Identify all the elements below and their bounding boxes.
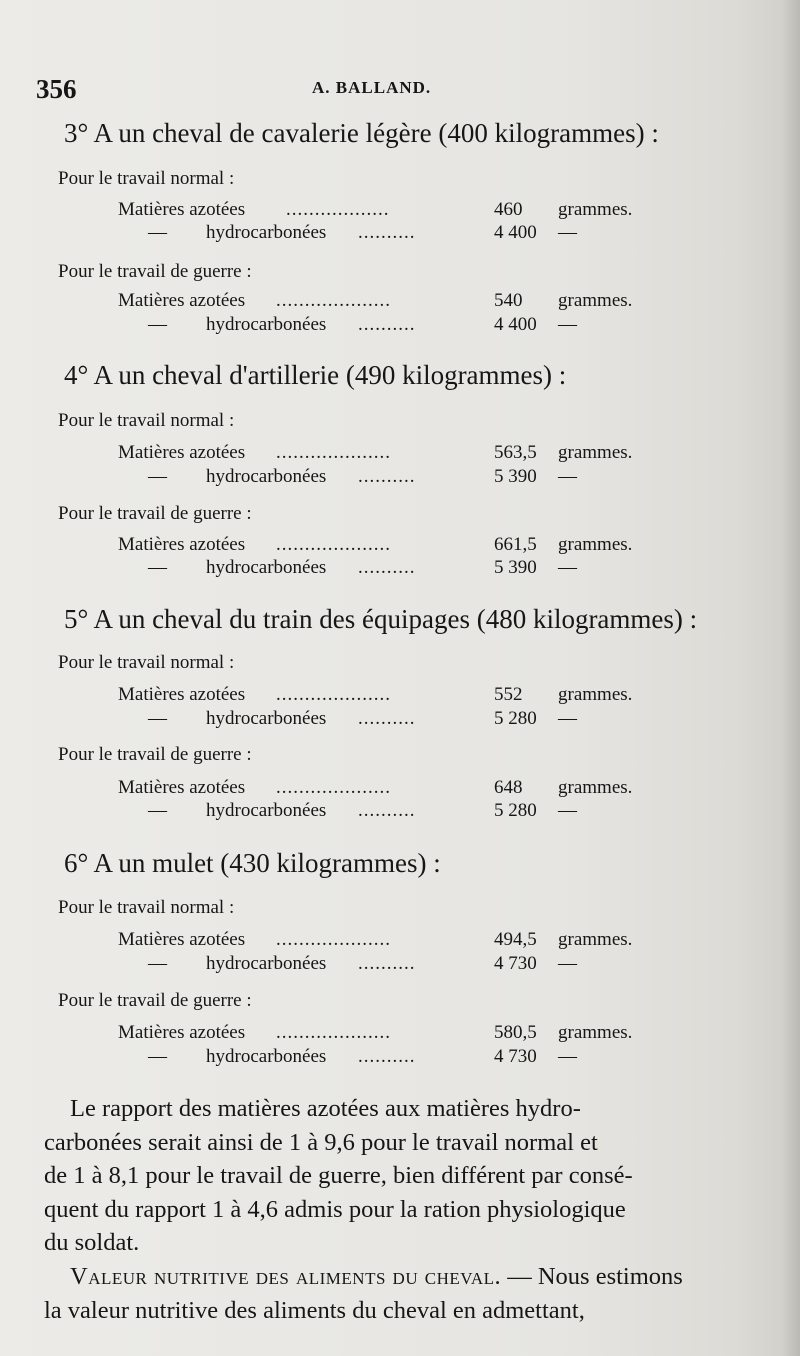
war-work-label: Pour le travail de guerre : [58,744,252,765]
row-quantity: 4 400 [494,222,537,243]
row-unit: grammes. [558,290,633,311]
row-name: hydrocarbonées [206,557,327,578]
normal-work-label: Pour le travail normal : [58,168,235,189]
ration-row [118,684,678,708]
row-unit: grammes. [558,684,633,705]
row-name: hydrocarbonées [206,708,327,729]
body-paragraph [44,1260,734,1327]
running-title: A. BALLAND. [312,78,432,97]
section-heading: 5° A un cheval du train des équipages (480 kilogrammes) : [64,604,698,634]
war-work-label: Pour le travail de guerre : [58,261,252,282]
ration-row [118,199,678,223]
leader-dots: .......... [358,1046,416,1067]
row-quantity: 540 [494,290,523,311]
body-paragraph [44,1092,734,1260]
row-unit: — [558,466,577,487]
leader-dots: .......... [358,557,416,578]
row-name: hydrocarbonées [206,1046,327,1067]
leader-dots: .................... [276,777,391,798]
page-edge-shadow [782,0,800,1356]
row-name: hydrocarbonées [206,800,327,821]
section-heading: 6° A un mulet (430 kilogrammes) : [64,848,441,878]
row-quantity: 5 390 [494,466,537,487]
row-name: Matières azotées [118,929,246,950]
row-name: Matières azotées [118,684,246,705]
row-unit: grammes. [558,777,633,798]
paragraph-line: la valeur nutritive des aliments du cheval en admettant, [44,1296,585,1324]
leader-dots: .......... [358,953,416,974]
leader-dots: .......... [358,708,416,729]
row-unit: — [558,800,577,821]
row-name: hydrocarbonées [206,466,327,487]
row-name: hydrocarbonées [206,222,327,243]
ditto-dash: — [148,557,167,578]
row-quantity: 563,5 [494,442,537,463]
page-number: 356 [36,74,77,104]
ditto-dash: — [148,708,167,729]
row-name: Matières azotées [118,442,246,463]
row-unit: — [558,1046,577,1067]
section-heading: 4° A un cheval d'artillerie (490 kilogrammes) : [64,360,567,390]
row-name: Matières azotées [118,777,246,798]
leader-dots: .......... [358,466,416,487]
ration-row [118,222,678,246]
ditto-dash: — [148,800,167,821]
row-quantity: 494,5 [494,929,537,950]
row-name: Matières azotées [118,290,246,311]
row-quantity: 5 390 [494,557,537,578]
ditto-dash: — [148,466,167,487]
row-quantity: 552 [494,684,523,705]
ration-row [118,466,678,490]
leader-dots: .......... [358,800,416,821]
ditto-dash: — [148,1046,167,1067]
row-unit: — [558,314,577,335]
row-quantity: 460 [494,199,523,220]
ration-row [118,777,678,801]
ration-row [118,953,678,977]
row-unit: — [558,953,577,974]
leader-dots: .................... [276,534,391,555]
row-name: Matières azotées [118,199,246,220]
paragraph-line: de 1 à 8,1 pour le travail de guerre, bien différent par consé- [44,1162,633,1189]
ration-row [118,557,678,581]
leader-dots: .................... [276,684,391,705]
ditto-dash: — [148,314,167,335]
row-quantity: 661,5 [494,534,537,555]
ration-row [118,708,678,732]
row-quantity: 648 [494,777,523,798]
row-quantity: 4 730 [494,953,537,974]
leader-dots: .................... [276,290,391,311]
ditto-dash: — [148,953,167,974]
leader-dots: .................. [286,199,390,220]
war-work-label: Pour le travail de guerre : [58,990,252,1011]
paragraph-lead-in: Valeur nutritive des aliments du cheval. [70,1263,502,1290]
row-unit: grammes. [558,1022,633,1043]
leader-dots: .......... [358,314,416,335]
ration-row [118,442,678,466]
ration-row [118,1022,678,1046]
normal-work-label: Pour le travail normal : [58,652,235,673]
paragraph-line: carbonées serait ainsi de 1 à 9,6 pour le travail normal et [44,1128,598,1156]
paragraph-line: du soldat. [44,1229,140,1256]
ration-row [118,314,678,338]
ration-row [118,1046,678,1070]
paragraph-line: quent du rapport 1 à 4,6 admis pour la ration physiologique [44,1195,626,1223]
row-unit: — [558,708,577,729]
normal-work-label: Pour le travail normal : [58,897,235,918]
row-unit: grammes. [558,442,633,463]
row-quantity: 4 400 [494,314,537,335]
row-name: Matières azotées [118,534,246,555]
ration-row [118,534,678,558]
row-unit: grammes. [558,534,633,555]
row-quantity: 5 280 [494,800,537,821]
leader-dots: .................... [276,929,391,950]
row-quantity: 5 280 [494,708,537,729]
row-quantity: 4 730 [494,1046,537,1067]
leader-dots: .................... [276,442,391,463]
paragraph-line: Le rapport des matières azotées aux matières hydro- [70,1095,581,1122]
leader-dots: .......... [358,222,416,243]
row-unit: grammes. [558,199,633,220]
row-name: hydrocarbonées [206,314,327,335]
leader-dots: .................... [276,1022,391,1043]
row-unit: grammes. [558,929,633,950]
ration-row [118,800,678,824]
ration-row [118,929,678,953]
row-quantity: 580,5 [494,1022,537,1043]
normal-work-label: Pour le travail normal : [58,410,235,431]
ditto-dash: — [148,222,167,243]
row-unit: — [558,557,577,578]
section-heading: 3° A un cheval de cavalerie légère (400 kilogrammes) : [64,118,659,148]
ration-row [118,290,678,314]
row-name: Matières azotées [118,1022,246,1043]
row-unit: — [558,222,577,243]
war-work-label: Pour le travail de guerre : [58,503,252,524]
paragraph-text: — Nous estimons [501,1263,683,1290]
row-name: hydrocarbonées [206,953,327,974]
